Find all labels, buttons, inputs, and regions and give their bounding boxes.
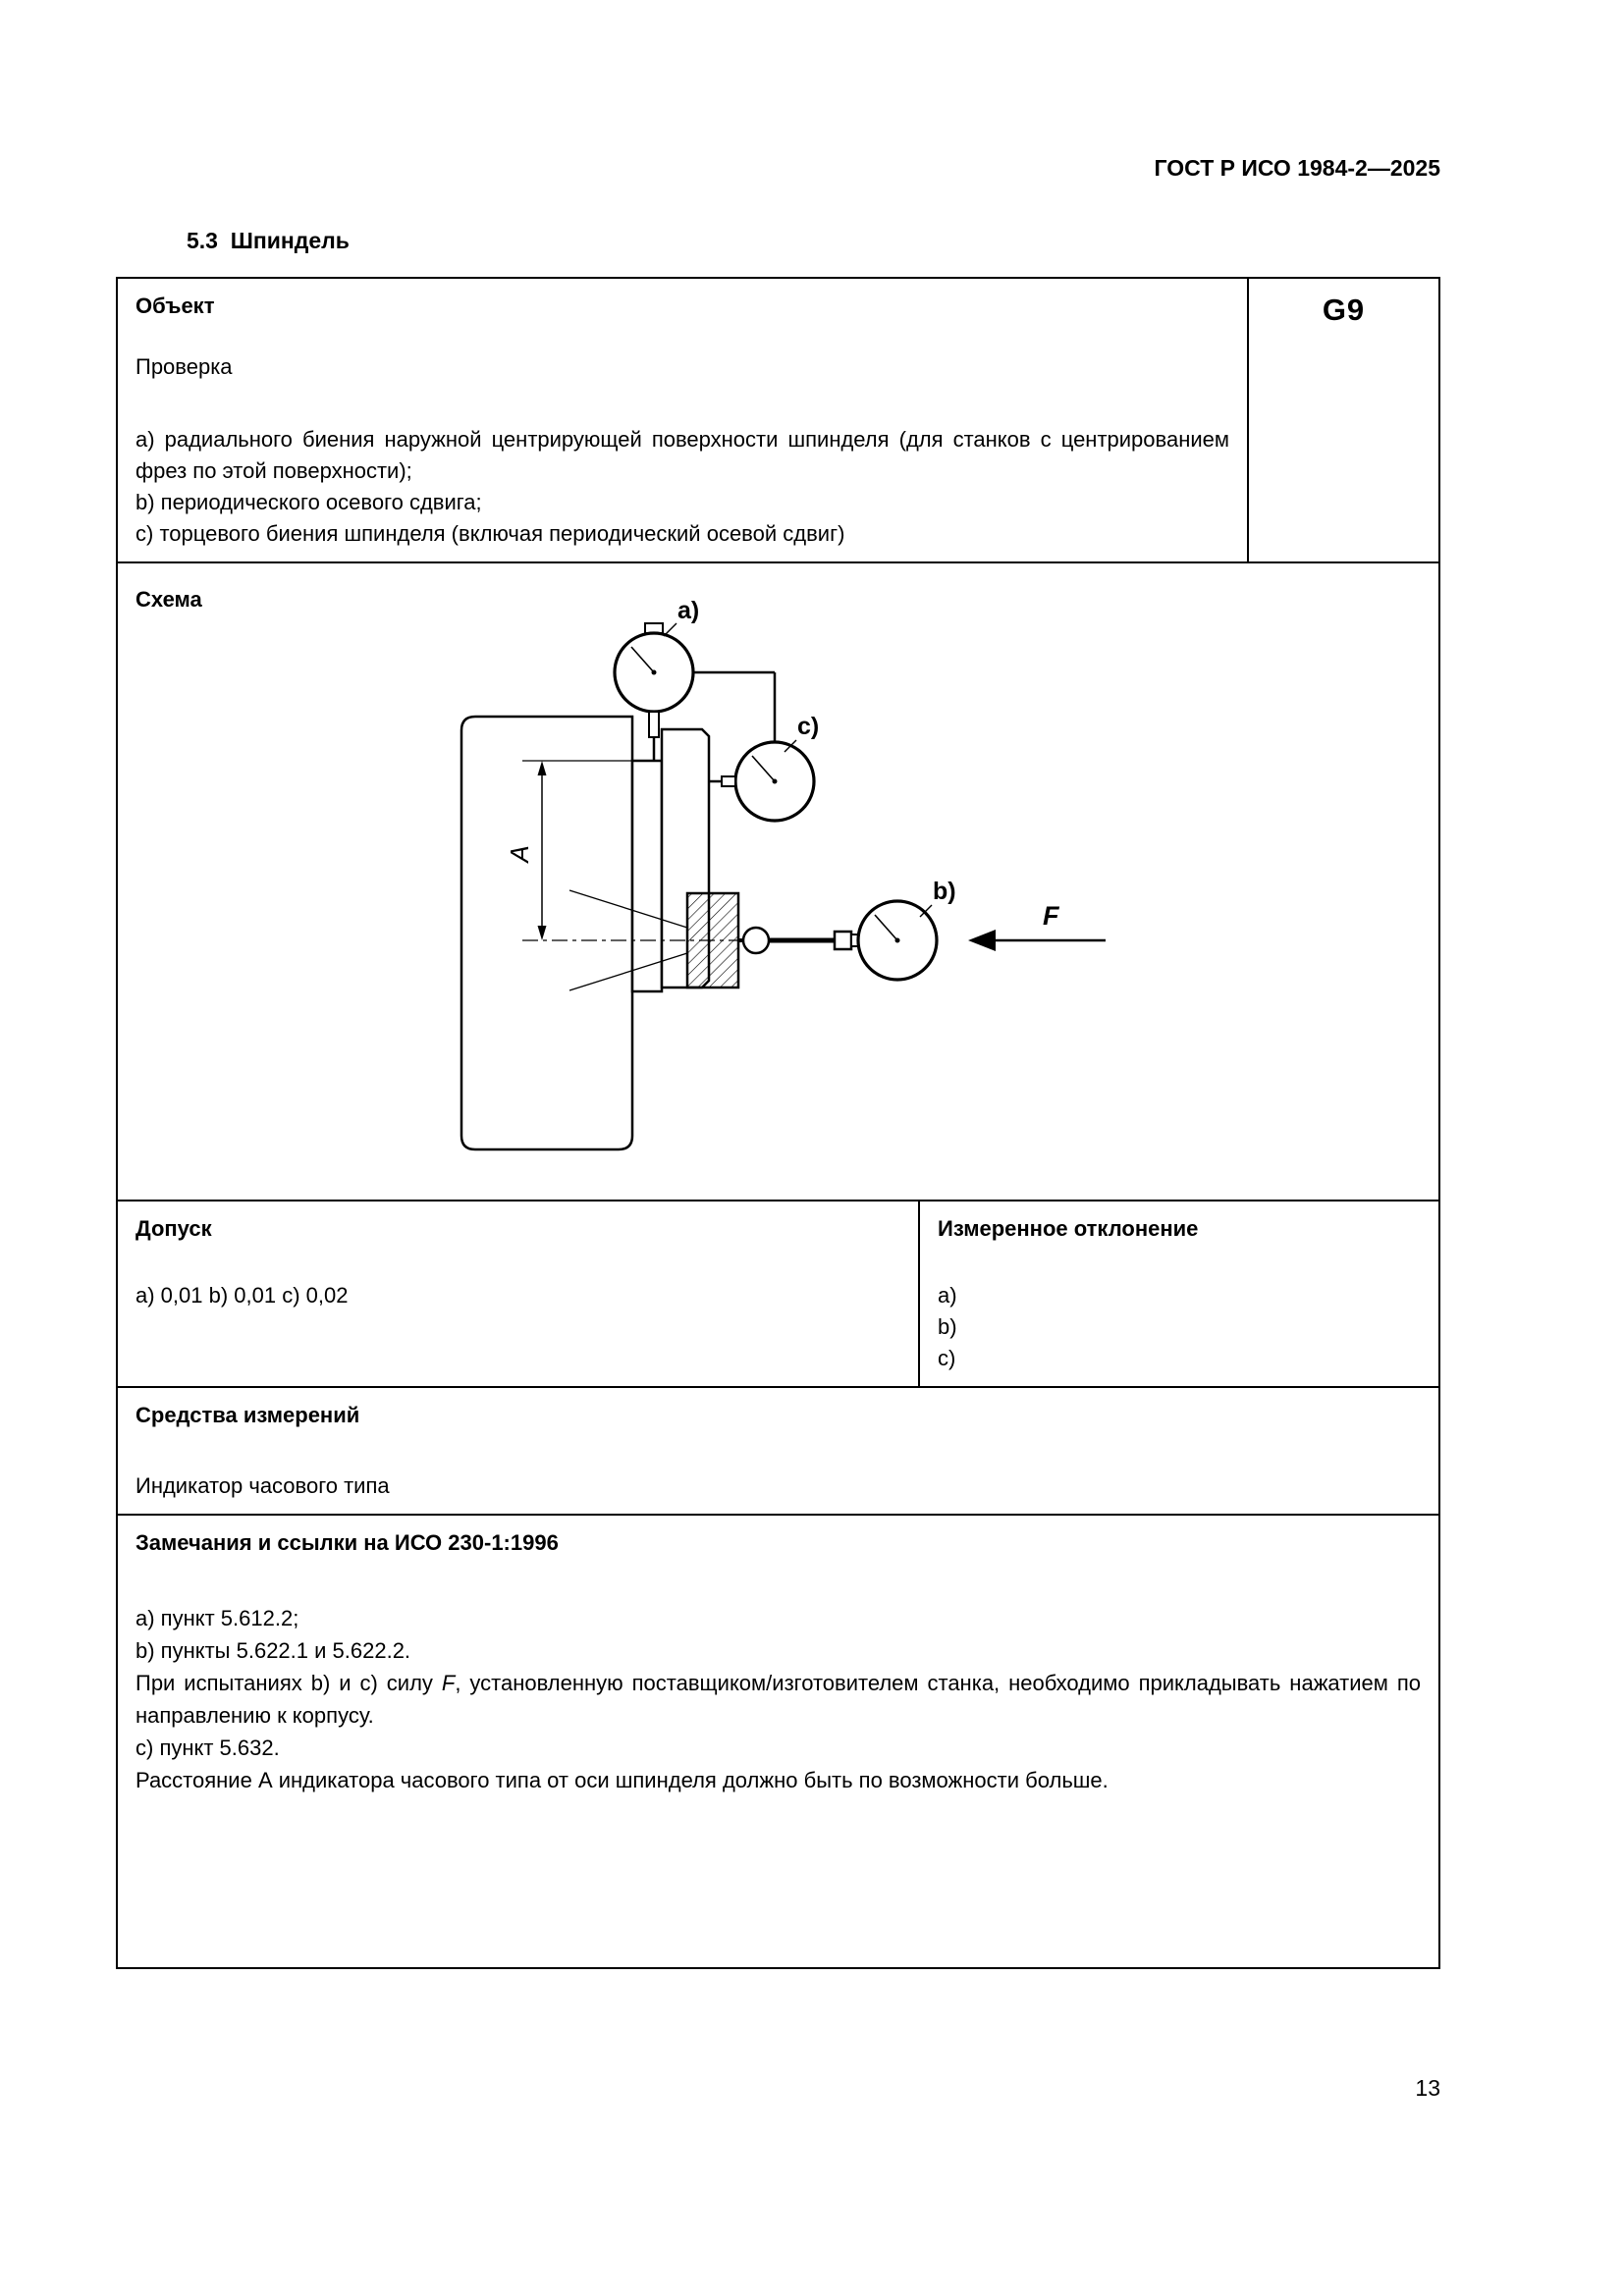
force-arrow [968,901,1106,951]
deviation-item-b: b) [938,1314,957,1339]
object-row [118,279,1438,561]
notes-row [118,1514,1438,1967]
label-force: F [1043,901,1059,931]
deviation-item-c: c) [938,1346,956,1370]
notes-title: Замечания и ссылки на ИСО 230-1:1996 [135,1530,559,1555]
dimension-a-label: A [505,845,534,863]
schema-title: Схема [135,587,202,612]
machine-body-group [461,717,738,1149]
instruments-value: Индикатор часового типа [135,1473,390,1498]
schema-row [118,561,1438,1200]
headstock-body [461,717,632,1149]
test-code-cell [1247,279,1438,561]
note-force-pre: При испытаниях b) и c) силу [135,1671,442,1695]
note-force-line [135,1667,1421,1732]
leader-a [664,623,677,636]
dial-a-pivot [652,670,657,675]
dial-indicator-c [710,672,814,821]
notes-body [135,1602,1421,1796]
tolerance-title: Допуск [135,1216,212,1241]
dial-c-stem [722,776,735,786]
note-line-distance: Расстояние А индикатора часового типа от оси шпинделя должно быть по возможности больше. [135,1768,1109,1792]
instruments-row [118,1386,1438,1514]
dial-c-pivot [773,779,778,784]
tolerance-row [118,1200,1438,1386]
object-item-a: a) радиального биения наружной центрирующей поверхности шпинделя (для станков с центрированием фрез по этой поверхности); [135,427,1229,483]
object-item-c: c) торцевого биения шпинделя (включая периодический осевой сдвиг) [135,521,845,546]
deviation-item-a: a) [938,1283,957,1308]
force-arrowhead-icon [968,930,996,951]
page-number: 13 [1415,2075,1440,2101]
dial-a-stem [649,712,659,737]
instruments-cell [118,1388,1438,1514]
instruments-title: Средства измерений [135,1403,360,1427]
deviation-title: Измеренное отклонение [938,1216,1199,1241]
note-line-b: b) пункты 5.622.1 и 5.622.2. [135,1638,411,1663]
schema-diagram [444,597,1131,1166]
contact-block [835,932,851,949]
test-ball-assembly [738,928,851,953]
object-item-b: b) периодического осевого сдвига; [135,490,482,514]
label-c: c) [797,713,820,740]
test-ball [743,928,769,953]
dial-b-pivot [895,938,900,943]
label-b: b) [933,878,956,905]
inspection-table [116,277,1440,1969]
section-title: 5.3 Шпиндель [187,228,350,253]
tolerance-value: a) 0,01 b) 0,01 c) 0,02 [135,1283,349,1308]
deviation-cell [920,1201,1438,1386]
note-line-a: a) пункт 5.612.2; [135,1606,299,1630]
check-label: Проверка [135,354,233,379]
object-cell [118,279,1247,561]
label-a: a) [677,597,700,624]
note-force-post: , установленную поставщиком/изготовителем станка, необходимо прикладывать нажатием по направлению к корпусу. [135,1671,1422,1728]
deviation-items [938,1280,1421,1374]
notes-cell [118,1516,1438,1808]
spindle-spigot [632,761,662,991]
note-force-symbol: F [441,1671,456,1695]
object-title: Объект [135,294,215,318]
tolerance-cell [118,1201,920,1386]
doc-header: ГОСТ Р ИСО 1984-2—2025 [1154,155,1440,181]
test-code: G9 [1322,293,1366,327]
note-line-c: c) пункт 5.632. [135,1735,280,1760]
object-items [135,424,1229,550]
